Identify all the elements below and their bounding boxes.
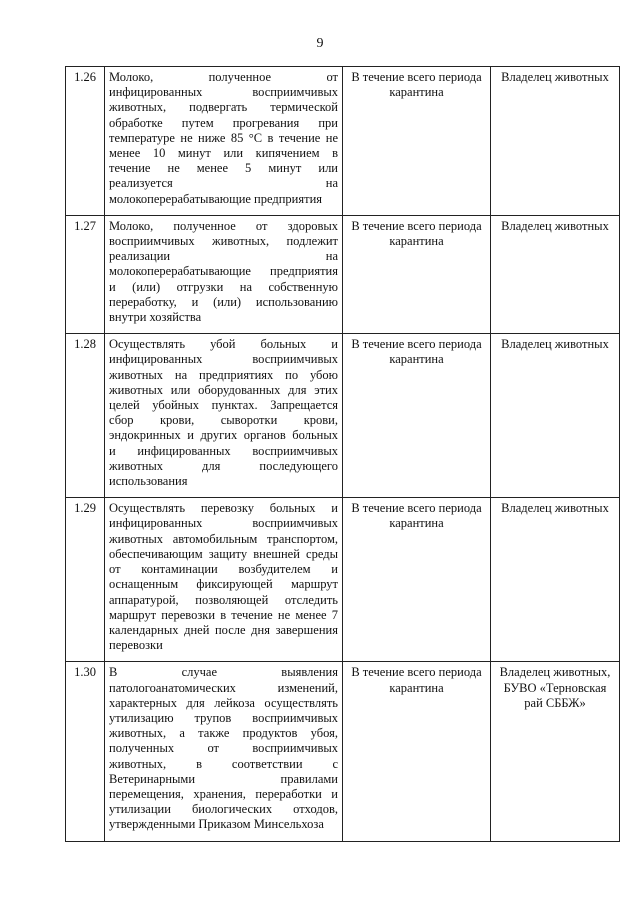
item-number: 1.26 bbox=[66, 67, 105, 216]
measure-line: обработке путем прогревания при bbox=[109, 115, 338, 130]
table-row bbox=[66, 498, 620, 662]
measure-term: В течение всего периода карантина bbox=[343, 67, 491, 216]
responsible-party: Владелец животных, БУВО «Терновская рай СББЖ» bbox=[491, 662, 620, 841]
table-row bbox=[66, 662, 620, 841]
measure-line: инфицированных восприимчивых bbox=[109, 85, 338, 100]
measure-term: В течение всего периода карантина bbox=[343, 215, 491, 333]
measure-line: использования bbox=[109, 474, 188, 489]
responsible-party: Владелец животных bbox=[491, 498, 620, 662]
measure-line: Осуществлять перевозку больных и bbox=[109, 501, 338, 516]
measure-line: характерных для лейкоза осуществлять bbox=[109, 695, 338, 710]
measure-line: и (или) отгрузки на собственную bbox=[109, 279, 338, 294]
measure-line: реализуется на bbox=[109, 176, 338, 191]
measure-description bbox=[105, 334, 343, 498]
measure-line: животных, а также продуктов убоя, bbox=[109, 726, 338, 741]
item-number: 1.30 bbox=[66, 662, 105, 841]
measure-line: молокоперерабатывающие предприятия bbox=[109, 191, 323, 206]
measure-description bbox=[105, 215, 343, 333]
measure-line: животных для последующего bbox=[109, 458, 338, 473]
table-row bbox=[66, 334, 620, 498]
responsible-party: Владелец животных bbox=[491, 67, 620, 216]
measure-term: В течение всего периода карантина bbox=[343, 334, 491, 498]
measure-line: Ветеринарными правилами bbox=[109, 771, 338, 786]
table-row bbox=[66, 67, 620, 216]
measure-line: эндокринных и других органов больных bbox=[109, 428, 338, 443]
measure-line: инфицированных восприимчивых bbox=[109, 516, 338, 531]
measure-description bbox=[105, 498, 343, 662]
measure-line: животных или оборудованных для этих bbox=[109, 382, 338, 397]
measure-description bbox=[105, 662, 343, 841]
measure-line: Молоко, полученное от bbox=[109, 70, 338, 84]
measure-line: календарных дней после дня завершения bbox=[109, 622, 338, 637]
measure-line: реализации на bbox=[109, 249, 338, 264]
measure-line: молокоперерабатывающие предприятия bbox=[109, 264, 338, 279]
measure-line: от контаминации возбудителем и bbox=[109, 562, 338, 577]
measure-line: и инфицированных восприимчивых bbox=[109, 443, 338, 458]
measure-line: утилизацию трупов восприимчивых bbox=[109, 710, 338, 725]
measure-line: утвержденными Приказом Минсельхоза bbox=[109, 817, 324, 832]
measure-line: оснащенным фиксирующей маршрут bbox=[109, 577, 338, 592]
measure-line: Молоко, полученное от здоровых bbox=[109, 218, 338, 233]
measure-line: перемещения, хранения, переработки и bbox=[109, 786, 338, 801]
table-row bbox=[66, 215, 620, 333]
measure-line: обеспечивающим защиту внешней среды bbox=[109, 546, 338, 561]
measure-line: целей убойных пунктах. Запрещается bbox=[109, 398, 338, 413]
measure-line: внутри хозяйства bbox=[109, 310, 202, 325]
measure-term: В течение всего периода карантина bbox=[343, 662, 491, 841]
measure-line: менее 10 минут или кипячением в bbox=[109, 146, 338, 161]
item-number: 1.27 bbox=[66, 215, 105, 333]
item-number: 1.29 bbox=[66, 498, 105, 662]
measure-line: патологоанатомических изменений, bbox=[109, 680, 338, 695]
responsible-party: Владелец животных bbox=[491, 215, 620, 333]
measure-line: животных на предприятиях по убою bbox=[109, 367, 338, 382]
measure-description bbox=[105, 67, 343, 216]
measure-line: инфицированных восприимчивых bbox=[109, 352, 338, 367]
measure-line: утилизации биологических отходов, bbox=[109, 802, 338, 817]
measure-line: аппаратурой, позволяющей отследить bbox=[109, 592, 338, 607]
measure-line: течение не менее 5 минут или bbox=[109, 161, 338, 176]
measure-line: животных, в соответствии с bbox=[109, 756, 338, 771]
measure-line: перевозки bbox=[109, 638, 163, 653]
quarantine-measures-table bbox=[65, 66, 620, 842]
measure-line: животных автомобильным транспортом, bbox=[109, 531, 338, 546]
responsible-party: Владелец животных bbox=[491, 334, 620, 498]
measure-line: температуре не ниже 85 °С в течение не bbox=[109, 130, 338, 145]
measure-line: животных, подвергать термической bbox=[109, 100, 338, 115]
measure-line: восприимчивых животных, подлежит bbox=[109, 234, 338, 249]
measure-term: В течение всего периода карантина bbox=[343, 498, 491, 662]
measure-line: Осуществлять убой больных и bbox=[109, 337, 338, 352]
measure-line: В случае выявления bbox=[109, 665, 338, 680]
page-number: 9 bbox=[316, 36, 324, 51]
measure-line: переработку, и (или) использованию bbox=[109, 294, 338, 309]
measure-line: сбор крови, сыворотки крови, bbox=[109, 413, 338, 428]
measure-line: полученных от восприимчивых bbox=[109, 741, 338, 756]
item-number: 1.28 bbox=[66, 334, 105, 498]
measure-line: маршрут перевозки в течение не менее 7 bbox=[109, 607, 338, 622]
